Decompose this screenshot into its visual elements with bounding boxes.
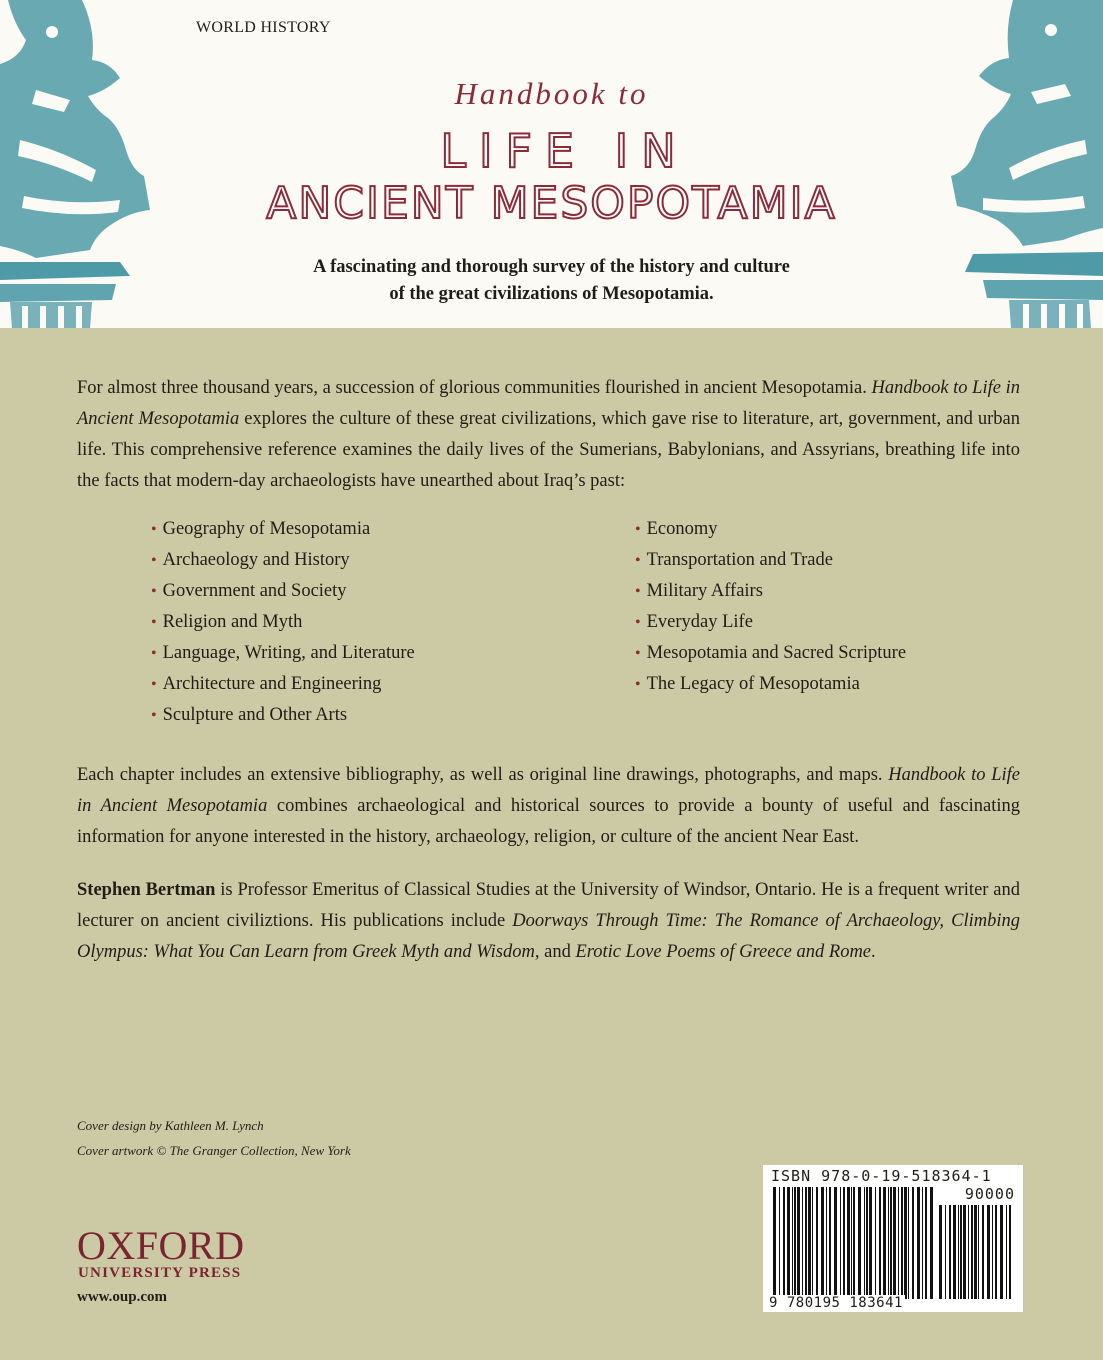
barcode-bar: [816, 1187, 818, 1299]
barcode-bar: [826, 1187, 827, 1299]
topic-item: [151, 576, 415, 607]
cover-credits: [77, 1113, 351, 1163]
cover-design-credit: Cover design by Kathleen M. Lynch: [77, 1118, 264, 1133]
chapters-text-a: Each chapter includes an extensive bibliography, as well as original line drawings, photographs, and maps.: [77, 765, 889, 785]
barcode-bar: [904, 1187, 907, 1299]
chapters-paragraph: [77, 760, 1020, 853]
author-book-1: Doorways Through Time: The Romance of Archaeology,: [512, 911, 945, 931]
bullet-icon: •: [151, 645, 157, 662]
title-prefix: Handbook to: [454, 76, 649, 111]
barcode-bar: [834, 1187, 837, 1299]
author-paragraph: [77, 875, 1020, 968]
topic-label: Military Affairs: [646, 581, 763, 601]
topic-item: [151, 669, 415, 700]
barcode-bar: [925, 1187, 927, 1299]
publisher-logo: OXFORD: [77, 1223, 245, 1268]
barcode-bar: [971, 1205, 973, 1299]
book-title-line-2: ANCIENT MESOPOTAMIA: [266, 178, 837, 229]
barcode-bar: [888, 1187, 889, 1299]
bullet-icon: •: [151, 552, 157, 569]
barcode-bar: [869, 1187, 872, 1299]
topic-label: Geography of Mesopotamia: [162, 519, 371, 539]
barcode-bar: [953, 1205, 956, 1299]
barcode-bar: [783, 1187, 785, 1299]
barcode-bar: [939, 1205, 942, 1299]
author-book-3: Erotic Love Poems of Greece and Rome: [575, 942, 872, 962]
series-label: WORLD HISTORY: [196, 19, 331, 36]
bullet-icon: •: [151, 583, 157, 600]
barcode-bar: [917, 1187, 920, 1299]
barcode-bar: [847, 1187, 850, 1299]
barcode-bar: [858, 1187, 861, 1299]
topic-label: Mesopotamia and Sacred Scripture: [646, 643, 907, 663]
barcode-bar: [779, 1187, 780, 1299]
topic-list-left: [151, 514, 415, 731]
barcode-bar: [995, 1205, 997, 1299]
barcode-bar: [912, 1187, 914, 1299]
chapters-text-b: combines archaeological and historical sources to provide a bounty of useful and fascinating information for anyone interested in the history, archaeology, religion, or culture of the ancient Near East.: [77, 796, 1020, 847]
intro-text-a: For almost three thousand years, a succession of glorious communities flourished in ancient Mesopotamia.: [77, 378, 872, 398]
publisher-subtitle: UNIVERSITY PRESS: [78, 1265, 242, 1281]
bullet-icon: •: [151, 707, 157, 724]
barcode-bar: [1000, 1205, 1003, 1299]
barcode-bar: [829, 1187, 831, 1299]
topic-item: [635, 514, 906, 545]
bullet-icon: •: [151, 676, 157, 693]
barcode-bar: [792, 1187, 793, 1299]
barcode-bar: [978, 1205, 979, 1299]
topic-item: [635, 576, 906, 607]
tagline-line-1: A fascinating and thorough survey of the history and culture: [313, 257, 790, 277]
barcode-bar: [992, 1205, 993, 1299]
topic-label: Economy: [646, 519, 718, 539]
topic-label: Architecture and Engineering: [162, 674, 382, 694]
barcode-bar: [802, 1187, 803, 1299]
topic-item: [635, 638, 906, 669]
bullet-icon: •: [151, 521, 157, 538]
intro-book-title: Handbook to Life in Ancient Mesopotamia: [77, 378, 1020, 429]
barcode-bar: [974, 1205, 977, 1299]
topic-label: The Legacy of Mesopotamia: [646, 674, 860, 694]
topic-item: [151, 607, 415, 638]
barcode-bar: [812, 1187, 813, 1299]
barcode-bar: [963, 1205, 966, 1299]
isbn-barcode: [763, 1165, 1023, 1312]
barcode-bar: [968, 1205, 969, 1299]
bullet-icon: •: [151, 614, 157, 631]
author-text-c: .: [871, 942, 876, 962]
topic-label: Sculpture and Other Arts: [162, 705, 348, 725]
barcode-bar: [875, 1187, 876, 1299]
topic-label: Transportation and Trade: [646, 550, 833, 570]
bullet-icon: •: [635, 521, 641, 538]
intro-text-b: explores the culture of these great civilizations, which gave rise to literature, art, government, and urban life. This comprehensive reference examines the daily lives of the Sumerians, Babylonians, and Assyrians, breathing life into the facts that modern-day archaeologists have unearthed about Iraq’s past:: [77, 409, 1020, 491]
barcode-bar: [821, 1187, 824, 1299]
bullet-icon: •: [635, 676, 641, 693]
barcode-bar: [794, 1187, 796, 1299]
bullet-icon: •: [635, 614, 641, 631]
barcode-bar: [773, 1187, 776, 1299]
barcode-bar: [866, 1187, 868, 1299]
barcode-bar: [945, 1205, 946, 1299]
barcode-bar: [982, 1205, 984, 1299]
topic-item: [151, 514, 415, 545]
barcode-bar: [787, 1187, 790, 1299]
barcode-bar: [901, 1187, 903, 1299]
isbn-number: ISBN 978-0-19-518364-1: [771, 1167, 992, 1185]
barcode-bar: [960, 1205, 962, 1299]
topic-item: [151, 638, 415, 669]
price-code: 90000: [964, 1185, 1015, 1203]
topic-item: [635, 545, 906, 576]
barcode-bar: [987, 1205, 990, 1299]
topic-item: [151, 700, 415, 731]
author-text-b: and: [539, 942, 576, 962]
author-name: Stephen Bertman: [77, 880, 216, 900]
barcode-bar: [864, 1187, 865, 1299]
barcode-bar: [808, 1187, 811, 1299]
barcode-bar: [1006, 1205, 1007, 1299]
barcode-bar: [908, 1187, 909, 1299]
cover-header: [0, 0, 1103, 328]
barcode-bar: [958, 1205, 959, 1299]
barcode-bar: [843, 1187, 845, 1299]
book-title-line-1: LIFE IN: [440, 124, 689, 178]
chapters-book-title: Handbook to Life in Ancient Mesopotamia: [77, 765, 1020, 816]
barcode-bar: [879, 1187, 881, 1299]
barcode-bar: [922, 1187, 923, 1299]
author-text-a: is Professor Emeritus of Classical Studies at the University of Windsor, Ontario. He is a frequent writer and lecturer on ancient civiliztions. His publications include: [77, 880, 1020, 931]
barcode-bar: [893, 1187, 896, 1299]
tagline: [0, 254, 1103, 308]
tagline-line-2: of the great civilizations of Mesopotamia.: [389, 284, 714, 304]
barcode-bar: [840, 1187, 841, 1299]
barcode-bar: [883, 1187, 886, 1299]
intro-paragraph: [77, 373, 1020, 497]
topic-label: Government and Society: [162, 581, 347, 601]
bullet-icon: •: [635, 645, 641, 662]
publisher-url: www.oup.com: [77, 1289, 168, 1305]
barcode-bar: [949, 1205, 951, 1299]
barcode-bar: [797, 1187, 800, 1299]
barcode-bar: [898, 1187, 899, 1299]
topic-item: [635, 669, 906, 700]
topic-label: Archaeology and History: [162, 550, 350, 570]
topic-item: [151, 545, 415, 576]
bullet-icon: •: [635, 552, 641, 569]
barcode-bar: [930, 1187, 933, 1299]
cover-artwork-credit: Cover artwork © The Granger Collection, New York: [77, 1143, 351, 1158]
topic-label: Religion and Myth: [162, 612, 303, 632]
topic-list-right: [635, 514, 906, 700]
ean-digits: 9 780195 183641: [769, 1295, 903, 1311]
barcode-bar: [1009, 1205, 1011, 1299]
barcode-bar: [805, 1187, 807, 1299]
topic-item: [635, 607, 906, 638]
barcode-bar: [890, 1187, 892, 1299]
topic-label: Language, Writing, and Literature: [162, 643, 415, 663]
topic-label: Everyday Life: [646, 612, 753, 632]
barcode-bar: [851, 1187, 852, 1299]
author-book-2: Climbing Olympus: What You Can Learn from Greek Myth and Wisdom,: [77, 911, 1020, 962]
barcode-bar: [853, 1187, 855, 1299]
bullet-icon: •: [635, 583, 641, 600]
